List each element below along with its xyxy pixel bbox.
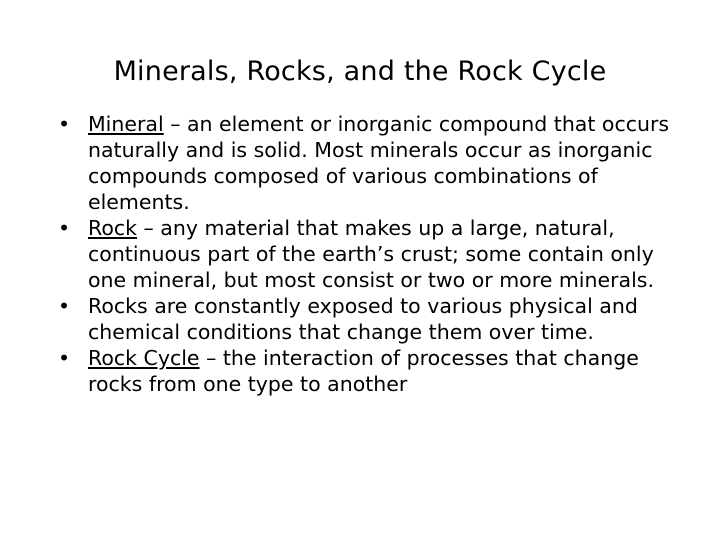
definition-rock: – any material that makes up a large, natural, continuous part of the earth’s crust; some contain only one mineral, but most consist or two or more minerals. (88, 216, 654, 292)
bullet-item-exposure (58, 293, 678, 345)
term-rock-cycle: Rock Cycle (88, 346, 200, 370)
bullet-item-rock (58, 215, 678, 293)
bullet-dot-icon: • (58, 346, 71, 370)
statement-exposure: Rocks are constantly exposed to various physical and chemical conditions that change them over time. (88, 294, 638, 344)
bullet-item-rock-cycle (58, 345, 678, 397)
bullet-dot-icon: • (58, 216, 71, 240)
definition-mineral: – an element or inorganic compound that occurs naturally and is solid. Most minerals occur as inorganic compounds composed of various combinations of elements. (88, 112, 670, 214)
term-mineral: Mineral (88, 112, 164, 136)
slide-title: Minerals, Rocks, and the Rock Cycle (113, 56, 607, 87)
bullet-dot-icon: • (58, 294, 71, 318)
term-rock: Rock (88, 216, 138, 240)
definition-rock-cycle: – the interaction of processes that change rocks from one type to another (88, 346, 639, 396)
bullet-item-mineral (58, 111, 678, 215)
bullet-list (58, 111, 678, 397)
bullet-dot-icon: • (58, 112, 71, 136)
